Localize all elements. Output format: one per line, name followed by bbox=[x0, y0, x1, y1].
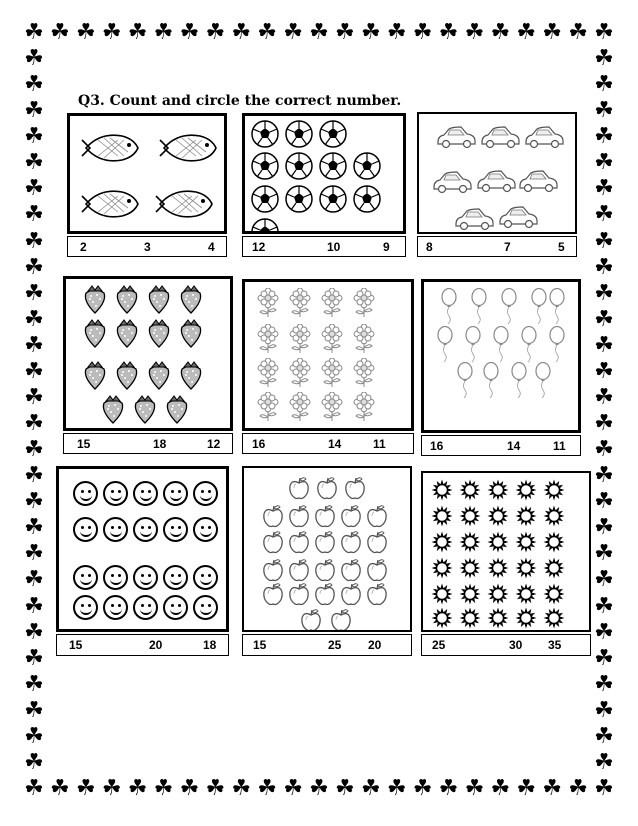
strawberry-icon bbox=[100, 393, 126, 424]
flower-icon bbox=[321, 392, 343, 422]
palm-tree-icon: ☘ bbox=[231, 776, 252, 801]
flower-icon bbox=[321, 324, 343, 354]
soccer-ball-icon bbox=[353, 185, 381, 213]
strawberry-picture-box bbox=[63, 276, 233, 431]
apple-icon bbox=[366, 582, 389, 606]
sun-icon bbox=[515, 531, 537, 553]
palm-tree-icon: ☘ bbox=[50, 776, 70, 801]
apple-icon bbox=[300, 608, 323, 632]
sun-icon bbox=[459, 479, 481, 501]
fish-option-3[interactable]: 4 bbox=[208, 240, 215, 254]
palm-tree-icon: ☘ bbox=[24, 437, 44, 463]
balloon-icon bbox=[456, 362, 474, 399]
balloon-icon bbox=[548, 326, 566, 363]
palm-tree-icon: ☘ bbox=[24, 489, 44, 515]
palm-tree-icon: ☘ bbox=[24, 593, 44, 619]
balloon-icon bbox=[436, 326, 454, 363]
apple-icon bbox=[340, 582, 363, 606]
sun-icon bbox=[487, 479, 509, 501]
smiley-face-icon bbox=[103, 565, 128, 590]
apple-option-3[interactable]: 20 bbox=[368, 638, 382, 652]
car-icon bbox=[523, 124, 567, 149]
palm-tree-icon: ☘ bbox=[594, 280, 614, 306]
palm-tree-icon: ☘ bbox=[335, 776, 355, 801]
football-picture-box bbox=[242, 113, 406, 234]
palm-tree-icon: ☘ bbox=[464, 776, 485, 801]
palm-tree-icon: ☘ bbox=[490, 20, 511, 45]
sun-icon bbox=[515, 607, 537, 629]
apple-icon bbox=[340, 504, 363, 528]
strawberry-icon bbox=[114, 283, 140, 314]
apple-icon bbox=[340, 558, 363, 582]
palm-tree-icon: ☘ bbox=[594, 306, 614, 332]
flower-picture-box bbox=[242, 279, 414, 431]
palm-tree-icon: ☘ bbox=[24, 697, 44, 723]
question-title: Q3. Count and circle the correct number. bbox=[78, 93, 402, 109]
palm-tree-icon: ☘ bbox=[386, 20, 407, 45]
palm-tree-icon: ☘ bbox=[594, 384, 614, 410]
palm-tree-icon: ☘ bbox=[516, 20, 537, 45]
apple-icon bbox=[288, 558, 311, 582]
palm-tree-icon: ☘ bbox=[309, 776, 329, 801]
palm-tree-icon: ☘ bbox=[24, 645, 44, 671]
strawberry-answer-box bbox=[63, 433, 233, 454]
sun-icon bbox=[543, 531, 565, 553]
palm-tree-icon: ☘ bbox=[594, 358, 614, 384]
flower-icon bbox=[289, 358, 311, 388]
palm-tree-icon: ☘ bbox=[594, 332, 614, 358]
balloon-option-1[interactable]: 16 bbox=[430, 439, 444, 453]
sun-icon bbox=[459, 583, 481, 605]
sun-icon bbox=[487, 531, 509, 553]
balloon-icon bbox=[440, 288, 458, 325]
palm-tree-icon: ☘ bbox=[24, 723, 44, 749]
palm-tree-icon: ☘ bbox=[205, 20, 226, 45]
fish-picture-box bbox=[67, 113, 227, 234]
palm-tree-icon: ☘ bbox=[594, 671, 614, 697]
palm-tree-icon: ☘ bbox=[309, 20, 329, 45]
flower-icon bbox=[321, 358, 343, 388]
smiley-face-icon bbox=[73, 481, 98, 506]
strawberry-icon bbox=[82, 283, 108, 314]
palm-tree-icon: ☘ bbox=[24, 463, 44, 489]
palm-tree-icon: ☘ bbox=[594, 202, 614, 228]
flower-icon bbox=[353, 288, 375, 318]
apple-icon bbox=[340, 530, 363, 554]
palm-tree-icon: ☘ bbox=[490, 776, 511, 801]
palm-tree-icon: ☘ bbox=[542, 776, 563, 801]
balloon-option-2[interactable]: 14 bbox=[507, 439, 521, 453]
palm-tree-icon: ☘ bbox=[542, 20, 563, 45]
fish-icon bbox=[80, 126, 140, 170]
sun-icon bbox=[431, 557, 453, 579]
smiley-face-icon bbox=[193, 565, 218, 590]
car-picture-box bbox=[417, 112, 577, 234]
palm-tree-icon: ☘ bbox=[594, 176, 614, 202]
palm-tree-icon: ☘ bbox=[24, 20, 44, 45]
palm-tree-icon: ☘ bbox=[257, 20, 278, 45]
palm-tree-icon: ☘ bbox=[438, 776, 459, 801]
palm-tree-icon: ☘ bbox=[24, 541, 44, 567]
balloon-picture-box bbox=[421, 279, 581, 433]
sun-icon bbox=[459, 557, 481, 579]
palm-tree-icon: ☘ bbox=[153, 776, 174, 801]
smiley-face-icon bbox=[133, 565, 158, 590]
smiley-face-icon bbox=[73, 517, 98, 542]
fish-icon bbox=[80, 182, 140, 226]
apple-option-1[interactable]: 15 bbox=[253, 638, 267, 652]
smiley-face-icon bbox=[103, 517, 128, 542]
palm-tree-icon: ☘ bbox=[24, 280, 44, 306]
palm-tree-icon: ☘ bbox=[24, 332, 44, 358]
strawberry-option-1[interactable]: 15 bbox=[77, 437, 91, 451]
palm-tree-icon: ☘ bbox=[24, 176, 44, 202]
flower-icon bbox=[289, 288, 311, 318]
palm-tree-icon: ☘ bbox=[24, 306, 44, 332]
car-icon bbox=[435, 124, 479, 149]
apple-icon bbox=[316, 476, 339, 500]
palm-tree-icon: ☘ bbox=[179, 20, 200, 45]
flower-icon bbox=[353, 358, 375, 388]
car-option-2[interactable]: 7 bbox=[504, 240, 511, 254]
palm-tree-icon: ☘ bbox=[24, 567, 44, 593]
smiley-option-1[interactable]: 15 bbox=[69, 638, 83, 652]
smiley-picture-box bbox=[56, 466, 229, 632]
smiley-option-2[interactable]: 20 bbox=[149, 638, 163, 652]
strawberry-icon bbox=[146, 359, 172, 390]
strawberry-icon bbox=[164, 393, 190, 424]
car-icon bbox=[517, 168, 561, 193]
palm-tree-icon: ☘ bbox=[205, 776, 226, 801]
soccer-ball-icon bbox=[319, 152, 347, 180]
sun-icon bbox=[515, 583, 537, 605]
smiley-face-icon bbox=[103, 595, 128, 620]
palm-tree-icon: ☘ bbox=[594, 645, 614, 671]
apple-icon bbox=[330, 608, 353, 632]
smiley-face-icon bbox=[73, 565, 98, 590]
palm-tree-icon: ☘ bbox=[24, 671, 44, 697]
strawberry-icon bbox=[114, 317, 140, 348]
palm-tree-icon: ☘ bbox=[127, 776, 148, 801]
sun-icon bbox=[543, 557, 565, 579]
sun-icon bbox=[543, 505, 565, 527]
strawberry-icon bbox=[146, 317, 172, 348]
smiley-face-icon bbox=[73, 595, 98, 620]
sun-icon bbox=[543, 479, 565, 501]
balloon-icon bbox=[534, 362, 552, 399]
palm-tree-icon: ☘ bbox=[594, 776, 614, 801]
palm-tree-icon: ☘ bbox=[24, 124, 44, 150]
palm-tree-icon: ☘ bbox=[24, 150, 44, 176]
palm-tree-icon: ☘ bbox=[24, 202, 44, 228]
balloon-icon bbox=[500, 288, 518, 325]
apple-icon bbox=[366, 558, 389, 582]
palm-tree-icon: ☘ bbox=[153, 20, 174, 45]
fish-option-1[interactable]: 2 bbox=[80, 240, 87, 254]
apple-icon bbox=[262, 582, 285, 606]
palm-tree-icon: ☘ bbox=[594, 98, 614, 124]
palm-tree-icon: ☘ bbox=[24, 515, 44, 541]
apple-icon bbox=[366, 530, 389, 554]
apple-picture-box bbox=[242, 466, 412, 632]
fish-option-2[interactable]: 3 bbox=[144, 240, 151, 254]
sun-icon bbox=[431, 531, 453, 553]
palm-tree-icon: ☘ bbox=[360, 776, 381, 801]
sun-option-3[interactable]: 35 bbox=[548, 638, 562, 652]
palm-tree-icon: ☘ bbox=[594, 619, 614, 645]
apple-icon bbox=[288, 476, 311, 500]
palm-tree-icon: ☘ bbox=[24, 384, 44, 410]
smiley-face-icon bbox=[103, 481, 128, 506]
balloon-icon bbox=[510, 362, 528, 399]
palm-tree-icon: ☘ bbox=[594, 228, 614, 254]
car-icon bbox=[475, 168, 519, 193]
palm-tree-icon: ☘ bbox=[231, 20, 252, 45]
apple-icon bbox=[262, 504, 285, 528]
palm-tree-icon: ☘ bbox=[568, 776, 588, 801]
palm-tree-icon: ☘ bbox=[412, 20, 433, 45]
palm-tree-icon: ☘ bbox=[360, 20, 381, 45]
sun-answer-box bbox=[421, 634, 591, 656]
apple-icon bbox=[314, 504, 337, 528]
sun-icon bbox=[431, 607, 453, 629]
car-icon bbox=[453, 206, 497, 231]
sun-icon bbox=[515, 505, 537, 527]
palm-tree-icon: ☘ bbox=[594, 20, 614, 45]
flower-answer-box bbox=[242, 433, 414, 454]
palm-tree-icon: ☘ bbox=[50, 20, 70, 45]
sun-option-2[interactable]: 30 bbox=[509, 638, 523, 652]
apple-icon bbox=[288, 530, 311, 554]
palm-tree-icon: ☘ bbox=[335, 20, 355, 45]
palm-tree-icon: ☘ bbox=[594, 46, 614, 72]
palm-tree-icon: ☘ bbox=[283, 776, 303, 801]
palm-tree-icon: ☘ bbox=[594, 515, 614, 541]
strawberry-icon bbox=[114, 359, 140, 390]
palm-tree-icon: ☘ bbox=[24, 228, 44, 254]
car-option-3[interactable]: 5 bbox=[558, 240, 565, 254]
flower-icon bbox=[289, 324, 311, 354]
sun-icon bbox=[543, 583, 565, 605]
palm-tree-icon: ☘ bbox=[257, 776, 278, 801]
apple-icon bbox=[262, 530, 285, 554]
flower-icon bbox=[321, 288, 343, 318]
fish-icon bbox=[158, 126, 218, 170]
palm-tree-icon: ☘ bbox=[594, 567, 614, 593]
soccer-ball-icon bbox=[251, 185, 279, 213]
smiley-answer-box bbox=[56, 634, 229, 656]
sun-icon bbox=[459, 505, 481, 527]
palm-tree-icon: ☘ bbox=[412, 776, 433, 801]
balloon-icon bbox=[482, 362, 500, 399]
smiley-face-icon bbox=[133, 595, 158, 620]
palm-tree-icon: ☘ bbox=[594, 489, 614, 515]
palm-tree-icon: ☘ bbox=[594, 463, 614, 489]
flower-icon bbox=[257, 324, 279, 354]
sun-icon bbox=[459, 607, 481, 629]
balloon-icon bbox=[530, 288, 548, 325]
smiley-face-icon bbox=[163, 481, 188, 506]
sun-icon bbox=[487, 557, 509, 579]
palm-tree-icon: ☘ bbox=[24, 72, 44, 98]
palm-tree-icon: ☘ bbox=[386, 776, 407, 801]
sun-icon bbox=[515, 557, 537, 579]
palm-tree-icon: ☘ bbox=[24, 46, 44, 72]
apple-answer-box bbox=[242, 634, 412, 656]
car-icon bbox=[479, 124, 523, 149]
smiley-face-icon bbox=[193, 481, 218, 506]
flower-icon bbox=[289, 392, 311, 422]
palm-tree-icon: ☘ bbox=[594, 697, 614, 723]
flower-icon bbox=[257, 358, 279, 388]
smiley-face-icon bbox=[163, 595, 188, 620]
car-answer-box bbox=[417, 236, 577, 257]
sun-icon bbox=[431, 505, 453, 527]
apple-icon bbox=[366, 504, 389, 528]
flower-option-3[interactable]: 11 bbox=[373, 437, 386, 451]
sun-icon bbox=[459, 531, 481, 553]
soccer-ball-icon bbox=[251, 120, 279, 148]
apple-icon bbox=[344, 476, 367, 500]
palm-tree-icon: ☘ bbox=[101, 20, 122, 45]
sun-icon bbox=[431, 583, 453, 605]
flower-icon bbox=[257, 288, 279, 318]
soccer-ball-icon bbox=[285, 120, 313, 148]
car-option-1[interactable]: 8 bbox=[426, 240, 433, 254]
apple-icon bbox=[314, 582, 337, 606]
palm-tree-icon: ☘ bbox=[24, 411, 44, 437]
palm-tree-icon: ☘ bbox=[24, 776, 44, 801]
palm-tree-icon: ☘ bbox=[594, 72, 614, 98]
palm-tree-icon: ☘ bbox=[516, 776, 537, 801]
smiley-option-3[interactable]: 18 bbox=[203, 638, 217, 652]
palm-tree-icon: ☘ bbox=[594, 437, 614, 463]
palm-tree-icon: ☘ bbox=[594, 150, 614, 176]
flower-option-1[interactable]: 16 bbox=[252, 437, 266, 451]
smiley-face-icon bbox=[163, 565, 188, 590]
strawberry-option-2[interactable]: 18 bbox=[153, 437, 167, 451]
strawberry-icon bbox=[132, 393, 158, 424]
flower-option-2[interactable]: 14 bbox=[328, 437, 342, 451]
palm-tree-icon: ☘ bbox=[179, 776, 200, 801]
smiley-face-icon bbox=[163, 517, 188, 542]
palm-tree-icon: ☘ bbox=[594, 541, 614, 567]
apple-icon bbox=[288, 504, 311, 528]
apple-icon bbox=[314, 558, 337, 582]
sun-icon bbox=[515, 479, 537, 501]
palm-tree-icon: ☘ bbox=[464, 20, 485, 45]
sun-picture-box bbox=[421, 471, 591, 632]
smiley-face-icon bbox=[133, 481, 158, 506]
soccer-ball-icon bbox=[319, 120, 347, 148]
soccer-ball-icon bbox=[251, 218, 279, 234]
soccer-ball-icon bbox=[285, 152, 313, 180]
palm-tree-icon: ☘ bbox=[101, 776, 122, 801]
fish-answer-box bbox=[67, 236, 227, 257]
sun-icon bbox=[487, 583, 509, 605]
fish-icon bbox=[154, 182, 214, 226]
palm-tree-icon: ☘ bbox=[75, 776, 96, 801]
palm-tree-icon: ☘ bbox=[24, 254, 44, 280]
palm-tree-icon: ☘ bbox=[75, 20, 96, 45]
palm-tree-icon: ☘ bbox=[24, 358, 44, 384]
palm-tree-icon: ☘ bbox=[24, 98, 44, 124]
football-option-3[interactable]: 9 bbox=[383, 240, 390, 254]
balloon-option-3[interactable]: 11 bbox=[553, 439, 566, 453]
palm-tree-icon: ☘ bbox=[568, 20, 588, 45]
balloon-icon bbox=[548, 288, 566, 325]
flower-icon bbox=[353, 324, 375, 354]
strawberry-option-3[interactable]: 12 bbox=[207, 437, 221, 451]
soccer-ball-icon bbox=[319, 185, 347, 213]
palm-tree-icon: ☘ bbox=[24, 749, 44, 775]
sun-option-1[interactable]: 25 bbox=[432, 638, 446, 652]
apple-icon bbox=[262, 558, 285, 582]
palm-tree-icon: ☘ bbox=[594, 254, 614, 280]
smiley-face-icon bbox=[133, 517, 158, 542]
smiley-face-icon bbox=[193, 517, 218, 542]
balloon-icon bbox=[464, 326, 482, 363]
sun-icon bbox=[431, 479, 453, 501]
balloon-answer-box bbox=[421, 435, 581, 456]
strawberry-icon bbox=[178, 317, 204, 348]
palm-tree-icon: ☘ bbox=[594, 749, 614, 775]
palm-tree-icon: ☘ bbox=[594, 411, 614, 437]
apple-icon bbox=[288, 582, 311, 606]
soccer-ball-icon bbox=[251, 152, 279, 180]
football-option-2[interactable]: 10 bbox=[327, 240, 341, 254]
strawberry-icon bbox=[146, 283, 172, 314]
soccer-ball-icon bbox=[353, 152, 381, 180]
apple-icon bbox=[314, 530, 337, 554]
car-icon bbox=[497, 204, 541, 229]
strawberry-icon bbox=[178, 359, 204, 390]
palm-tree-icon: ☘ bbox=[127, 20, 148, 45]
car-icon bbox=[431, 169, 475, 194]
palm-tree-icon: ☘ bbox=[24, 619, 44, 645]
sun-icon bbox=[543, 607, 565, 629]
balloon-icon bbox=[520, 326, 538, 363]
strawberry-icon bbox=[82, 317, 108, 348]
strawberry-icon bbox=[178, 283, 204, 314]
football-option-1[interactable]: 12 bbox=[252, 240, 266, 254]
palm-tree-icon: ☘ bbox=[594, 723, 614, 749]
palm-tree-icon: ☘ bbox=[594, 124, 614, 150]
palm-tree-icon: ☘ bbox=[594, 593, 614, 619]
soccer-ball-icon bbox=[285, 185, 313, 213]
football-answer-box bbox=[242, 236, 406, 257]
smiley-face-icon bbox=[193, 595, 218, 620]
apple-option-2[interactable]: 25 bbox=[328, 638, 342, 652]
palm-tree-icon: ☘ bbox=[438, 20, 459, 45]
strawberry-icon bbox=[82, 359, 108, 390]
sun-icon bbox=[487, 505, 509, 527]
flower-icon bbox=[353, 392, 375, 422]
balloon-icon bbox=[470, 288, 488, 325]
palm-tree-icon: ☘ bbox=[283, 20, 303, 45]
balloon-icon bbox=[492, 326, 510, 363]
sun-icon bbox=[487, 607, 509, 629]
flower-icon bbox=[257, 392, 279, 422]
